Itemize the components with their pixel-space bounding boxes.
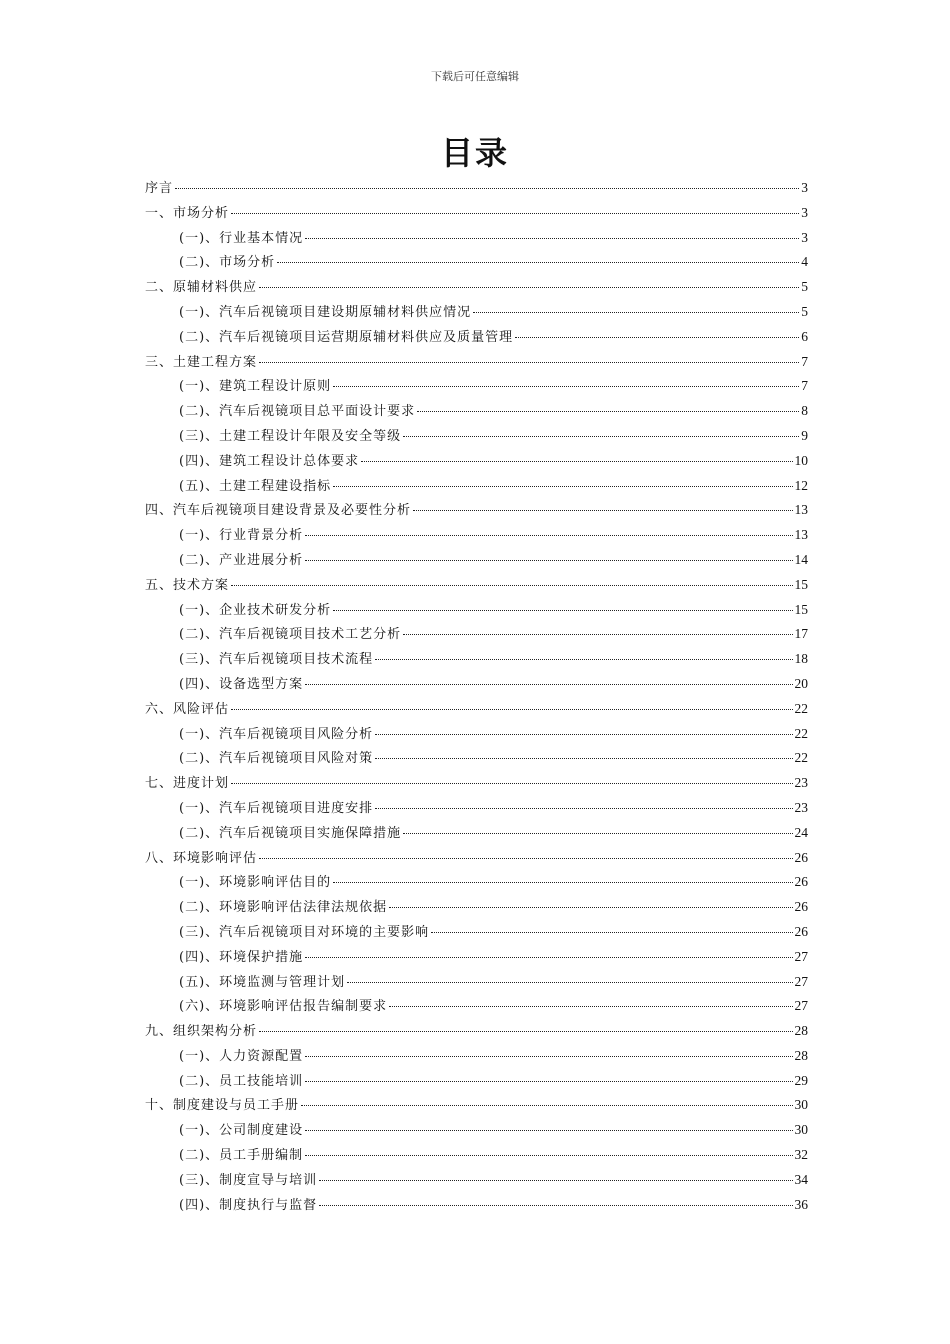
dot-leader (305, 1155, 792, 1156)
dot-leader (515, 337, 799, 338)
toc-entry[interactable] (145, 870, 808, 895)
dot-leader (305, 957, 792, 958)
dot-leader (375, 808, 792, 809)
toc-entry-label: (三)、汽车后视镜项目对环境的主要影响 (179, 924, 430, 940)
toc-entry-page-number: 13 (794, 527, 808, 543)
toc-entry-label: 七、进度计划 (145, 776, 230, 792)
dot-leader (333, 486, 792, 487)
toc-entry-label: (二)、汽车后视镜项目风险对策 (179, 751, 374, 767)
toc-entry[interactable] (145, 350, 808, 375)
toc-entry-page-number: 27 (794, 948, 808, 964)
dot-leader (231, 585, 792, 586)
toc-entry-label: 十、制度建设与员工手册 (145, 1098, 300, 1114)
toc-entry[interactable] (145, 201, 808, 226)
toc-entry[interactable] (145, 523, 808, 548)
toc-entry-label: (二)、市场分析 (179, 255, 276, 271)
toc-entry-page-number: 26 (794, 874, 808, 890)
toc-entry-page-number: 34 (794, 1171, 808, 1187)
dot-leader (305, 238, 799, 239)
toc-entry[interactable] (145, 226, 808, 251)
dot-leader (259, 362, 799, 363)
toc-entry-page-number: 23 (794, 775, 808, 791)
toc-entry[interactable] (145, 573, 808, 598)
toc-entry-page-number: 4 (801, 254, 808, 270)
toc-entry-page-number: 36 (794, 1196, 808, 1212)
toc-entry[interactable] (145, 821, 808, 846)
toc-entry-label: (一)、人力资源配置 (179, 1048, 304, 1064)
toc-entry-page-number: 26 (794, 849, 808, 865)
toc-entry-page-number: 3 (801, 204, 808, 220)
toc-entry[interactable] (145, 796, 808, 821)
dot-leader (319, 1205, 792, 1206)
toc-entry-page-number: 32 (794, 1147, 808, 1163)
toc-entry-label: 五、技术方案 (145, 577, 230, 593)
dot-leader (231, 783, 792, 784)
dot-leader (305, 684, 792, 685)
toc-entry[interactable] (145, 697, 808, 722)
toc-entry[interactable] (145, 498, 808, 523)
dot-leader (333, 882, 792, 883)
toc-entry-page-number: 22 (794, 700, 808, 716)
toc-entry-label: (三)、制度宣导与培训 (179, 1172, 318, 1188)
toc-entry[interactable] (145, 1044, 808, 1069)
toc-entry-page-number: 3 (801, 180, 808, 195)
toc-entry-page-number: 28 (794, 1047, 808, 1063)
dot-leader (305, 1056, 792, 1057)
toc-entry-page-number: 6 (801, 328, 808, 344)
toc-entry[interactable] (145, 647, 808, 672)
toc-entry[interactable] (145, 176, 808, 201)
toc-entry-label: (二)、汽车后视镜项目总平面设计要求 (179, 404, 416, 420)
toc-entry[interactable] (145, 1118, 808, 1143)
header-note: 下载后可任意编辑 (431, 70, 519, 83)
dot-leader (259, 287, 799, 288)
toc-entry-label: (一)、汽车后视镜项目风险分析 (179, 726, 374, 742)
toc-entry-page-number: 27 (794, 998, 808, 1014)
toc-entry-page-number: 24 (794, 824, 808, 840)
dot-leader (333, 386, 799, 387)
dot-leader (301, 1105, 792, 1106)
toc-entry-label: 二、原辅材料供应 (145, 280, 258, 296)
toc-entry[interactable] (145, 300, 808, 325)
toc-entry-label: (一)、行业背景分析 (179, 528, 304, 544)
toc-entry-label: (二)、环境影响评估法律法规依据 (179, 900, 388, 916)
toc-entry-label: 三、土建工程方案 (145, 354, 258, 370)
toc-entry-page-number: 8 (801, 403, 808, 419)
toc-entry-label: (一)、汽车后视镜项目进度安排 (179, 800, 374, 816)
toc-entry-label: (三)、土建工程设计年限及安全等级 (179, 428, 402, 444)
dot-leader (259, 1031, 792, 1032)
toc-entry[interactable] (145, 598, 808, 623)
toc-entry-page-number: 26 (794, 899, 808, 915)
toc-entry-page-number: 13 (794, 502, 808, 518)
toc-entry-label: 六、风险评估 (145, 701, 230, 717)
toc-entry-label: (二)、产业进展分析 (179, 552, 304, 568)
dot-leader (333, 610, 792, 611)
toc-entry-label: (四)、环境保护措施 (179, 949, 304, 965)
toc-entry[interactable] (145, 672, 808, 697)
toc-entry-label: (六)、环境影响评估报告编制要求 (179, 999, 388, 1015)
toc-entry[interactable] (145, 771, 808, 796)
dot-leader (473, 312, 799, 313)
toc-entry-label: (二)、员工技能培训 (179, 1073, 304, 1089)
toc-entry[interactable] (145, 1069, 808, 1094)
dot-leader (417, 411, 799, 412)
toc-entry[interactable] (145, 970, 808, 995)
dot-leader (361, 461, 792, 462)
toc-entry-page-number: 23 (794, 799, 808, 815)
dot-leader (305, 1081, 792, 1082)
toc-entry-label: (五)、土建工程建设指标 (179, 478, 332, 494)
toc-entry[interactable] (145, 399, 808, 424)
toc-entry-label: (三)、汽车后视镜项目技术流程 (179, 652, 374, 668)
toc-entry-label: 八、环境影响评估 (145, 850, 258, 866)
toc-entry-label: (四)、建筑工程设计总体要求 (179, 453, 360, 469)
toc-entry-page-number: 15 (794, 601, 808, 617)
dot-leader (175, 188, 799, 189)
toc-entry-label: (二)、汽车后视镜项目实施保障措施 (179, 825, 402, 841)
toc-entry[interactable] (145, 622, 808, 647)
dot-leader (403, 436, 799, 437)
toc-entry[interactable] (145, 449, 808, 474)
toc-entry-page-number: 30 (794, 1097, 808, 1113)
dot-leader (305, 535, 792, 536)
toc-entry-page-number: 5 (801, 279, 808, 295)
toc-entry[interactable] (145, 722, 808, 747)
toc-entry[interactable] (145, 895, 808, 920)
toc-entry-label: (五)、环境监测与管理计划 (179, 974, 346, 990)
toc-entry-label: (一)、企业技术研发分析 (179, 602, 332, 618)
dot-leader (259, 858, 792, 859)
toc-entry[interactable] (145, 474, 808, 499)
toc-entry[interactable] (145, 945, 808, 970)
toc-entry-page-number: 9 (801, 427, 808, 443)
toc-entry-page-number: 20 (794, 675, 808, 691)
toc-entry-label: (一)、建筑工程设计原则 (179, 379, 332, 395)
toc-entry-label: (四)、制度执行与监督 (179, 1197, 318, 1213)
toc-entry-label: (二)、员工手册编制 (179, 1148, 304, 1164)
toc-entry[interactable] (145, 746, 808, 771)
toc-entry-page-number: 22 (794, 750, 808, 766)
dot-leader (389, 1006, 792, 1007)
dot-leader (347, 982, 792, 983)
dot-leader (413, 510, 792, 511)
dot-leader (319, 1180, 792, 1181)
toc-entry[interactable] (145, 548, 808, 573)
dot-leader (231, 213, 799, 214)
dot-leader (375, 734, 792, 735)
toc-entry-page-number: 22 (794, 725, 808, 741)
toc-entry-page-number: 17 (794, 626, 808, 642)
toc-entry-label: (一)、环境影响评估目的 (179, 875, 332, 891)
toc-entry[interactable] (145, 1193, 808, 1218)
toc-entry-label: (一)、公司制度建设 (179, 1123, 304, 1139)
toc-entry[interactable] (145, 374, 808, 399)
toc-entry[interactable] (145, 1093, 808, 1118)
dot-leader (305, 560, 792, 561)
toc-entry-label: (一)、汽车后视镜项目建设期原辅材料供应情况 (179, 304, 472, 320)
toc-entry[interactable] (145, 275, 808, 300)
toc-entry-page-number: 3 (801, 229, 808, 245)
toc-entry[interactable] (145, 1168, 808, 1193)
dot-leader (403, 634, 792, 635)
toc-entry[interactable] (145, 250, 808, 275)
toc-entry-label: 一、市场分析 (145, 205, 230, 221)
dot-leader (389, 907, 792, 908)
toc-entry-label: (二)、汽车后视镜项目运营期原辅材料供应及质量管理 (179, 329, 514, 345)
toc-entry-page-number: 5 (801, 303, 808, 319)
toc-entry-page-number: 29 (794, 1072, 808, 1088)
dot-leader (231, 709, 792, 710)
toc-entry-page-number: 27 (794, 973, 808, 989)
toc-entry-page-number: 10 (794, 452, 808, 468)
toc-entry[interactable] (145, 325, 808, 350)
toc-entry-page-number: 14 (794, 551, 808, 567)
page-title: 目录 (440, 134, 509, 172)
dot-leader (375, 659, 792, 660)
toc-entry[interactable] (145, 920, 808, 945)
toc-entry[interactable] (145, 846, 808, 871)
toc-entry-page-number: 26 (794, 923, 808, 939)
toc-entry-page-number: 18 (794, 651, 808, 667)
toc-entry[interactable] (145, 424, 808, 449)
toc-entry-label: (二)、汽车后视镜项目技术工艺分析 (179, 627, 402, 643)
dot-leader (305, 1130, 792, 1131)
toc-entry-label: (一)、行业基本情况 (179, 230, 304, 246)
toc-entry-page-number: 7 (801, 378, 808, 394)
dot-leader (277, 262, 799, 263)
toc-entry[interactable] (145, 994, 808, 1019)
toc-entry[interactable] (145, 1143, 808, 1168)
toc-entry-page-number: 28 (794, 1023, 808, 1039)
toc-entry-page-number: 12 (794, 477, 808, 493)
toc-entry-page-number: 15 (794, 576, 808, 592)
toc-entry-label: 四、汽车后视镜项目建设背景及必要性分析 (145, 503, 412, 519)
toc-entry-page-number: 7 (801, 353, 808, 369)
table-of-contents (145, 176, 808, 1217)
toc-entry[interactable] (145, 1019, 808, 1044)
dot-leader (431, 932, 792, 933)
dot-leader (375, 758, 792, 759)
toc-entry-label: (四)、设备选型方案 (179, 676, 304, 692)
dot-leader (403, 833, 792, 834)
toc-entry-label: 九、组织架构分析 (145, 1024, 258, 1040)
toc-entry-page-number: 30 (794, 1122, 808, 1138)
toc-entry-label: 序言 (145, 181, 174, 196)
